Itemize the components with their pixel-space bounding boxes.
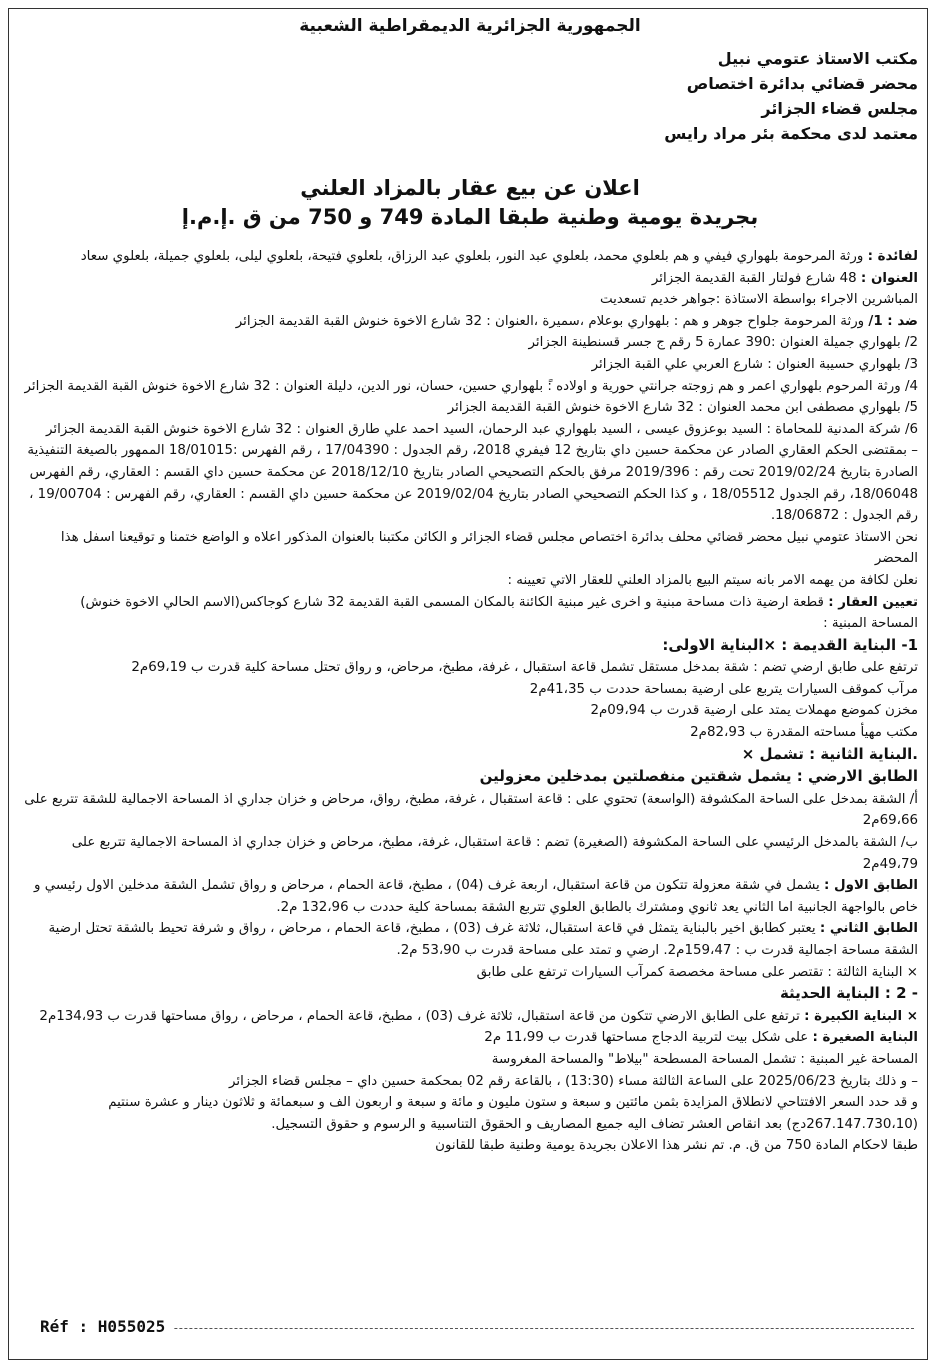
body-paragraph bbox=[22, 789, 918, 832]
paragraph-text: قطعة ارضية ذات مساحة مبنية و اخرى غير مبنية الكائنة بالمكان المسمى القبة القديمة 32 شارع كوجاكس(الاسم الحالي الاخوة خنوش) bbox=[80, 594, 829, 610]
paragraph-text: ترتفع على الطابق الارضي تتكون من قاعة استقبال، ثلاثة غرف (03) ، مطبخ، قاعة الحمام ، مرحاض ، رواق مساحتها قدرت ب 134،93م2 bbox=[39, 1008, 805, 1024]
paragraph-text: 2/ بلهواري جميلة العنوان :390 عمارة 5 رقم ج جسر قسنطينة الجزائر bbox=[528, 335, 918, 351]
body-paragraph bbox=[22, 962, 918, 984]
paragraph-text: 3/ بلهواري حسيبة العنوان : شارع العربي علي القبة الجزائر bbox=[591, 356, 918, 372]
paragraph-label: .البناية الثانية : تشمل × bbox=[741, 744, 918, 763]
title-line-1: اعلان عن بيع عقار بالمزاد العلني bbox=[300, 176, 640, 200]
body-paragraph bbox=[22, 1071, 918, 1093]
paragraph-label: لفائدة : bbox=[867, 249, 918, 264]
paragraph-label: الطابق الارضي : يشمل شقتين منفصلتين بمدخلين معزولين bbox=[479, 767, 918, 786]
paragraph-text: نعلن لكافة من يهمه الامر بانه سيتم البيع بالمزاد العلني للعقار الاتي تعيينه : bbox=[507, 572, 918, 588]
paragraph-text: على شكل بيت لتربية الدجاج مساحتها قدرت ب 11،99 م2 bbox=[484, 1030, 813, 1046]
office-block bbox=[22, 46, 918, 146]
paragraph-text: 5/ بلهواري مصطفى ابن محمد العنوان : 32 شارع الاخوة خنوش القبة القديمة الجزائر bbox=[447, 400, 918, 416]
notice-title bbox=[22, 174, 918, 232]
body-paragraph bbox=[22, 376, 918, 398]
body-paragraph bbox=[22, 268, 918, 290]
paragraph-text: ورثة المرحومة جلواح جوهر و هم : بلهواري بوعلام ،سميرة ،العنوان : 32 شارع الاخوة خنوش القبة القديمة الجزائر bbox=[235, 313, 869, 329]
body-paragraph bbox=[22, 354, 918, 376]
paragraph-text: ورثة المرحومة بلهواري فيفي و هم بلعلوي محمد، بلعلوي عبد النور، بلعلوي عبد الرزاق، بلعلوي فتيحة، بلعلوي ليلى، بلعلوي جميلة، بلعلوي سعاد bbox=[80, 249, 868, 264]
paragraph-text: ب/ الشقة بالمدخل الرئيسي على الساحة المكشوفة (الصغيرة) تضم : قاعة استقبال، غرفة، مطبخ، مرحاض و خزان جداري اذ المساحة الاجمالية تتربع على 49،79م2 bbox=[71, 835, 918, 872]
paragraph-text: – و ذلك بتاريخ 2025/06/23 على الساعة الثالثة مساء (13:30) ، بالقاعة رقم 02 بمحكمة حسين داي – مجلس قضاء الجزائر bbox=[228, 1073, 918, 1089]
paragraph-text: مكتب مهيأ مساحته المقدرة ب 82،93م2 bbox=[690, 725, 918, 741]
body-paragraph bbox=[22, 722, 918, 744]
republic-heading: الجمهورية الجزائرية الديمقراطية الشعبية bbox=[299, 16, 641, 36]
body-paragraph bbox=[22, 397, 918, 419]
body-paragraph bbox=[22, 1135, 918, 1157]
body-paragraph bbox=[22, 289, 918, 311]
paragraph-text: طبقا لاحكام المادة 750 من ق. م. تم نشر هذا الاعلان بجريدة يومية وطنية طبقا للقانون bbox=[435, 1138, 918, 1154]
body-paragraph bbox=[22, 246, 918, 268]
body-paragraph bbox=[22, 679, 918, 701]
notice-body bbox=[22, 246, 918, 1157]
paragraph-text: 48 شارع فولتار القبة القديمة الجزائر bbox=[651, 270, 861, 286]
body-paragraph bbox=[22, 744, 918, 767]
body-paragraph bbox=[22, 700, 918, 722]
office-line: معتمد لدى محكمة بئر مراد رايس bbox=[664, 124, 918, 143]
body-paragraph bbox=[22, 419, 918, 441]
paragraph-text: نحن الاستاذ عتومي نبيل محضر قضائي محلف بدائرة اختصاص مجلس قضاء الجزائر و الكائن مكتبنا بالعنوان المذكور اعلاه و الواضع ختمنا و توقيعنا اسفل هذا المحضر bbox=[60, 529, 918, 567]
paragraph-label: 1- البناية القديمة : ×البناية الاولى: bbox=[662, 635, 918, 654]
paragraph-label: ضد : 1/ bbox=[868, 313, 918, 329]
paragraph-text: ترتفع على طابق ارضي تضم : شقة بمدخل مستقل تشمل قاعة استقبال ، غرفة، مطبخ، مرحاض، و رواق تحتل مساحة كلية قدرت ب 69،19م2 bbox=[131, 660, 918, 676]
body-paragraph bbox=[22, 527, 918, 570]
body-paragraph bbox=[22, 311, 918, 333]
body-paragraph bbox=[22, 1027, 918, 1049]
paragraph-text: × البناية الثالثة : تقتصر على مساحة مخصصة كمرآب السيارات ترتفع على طابق bbox=[476, 964, 918, 980]
paragraph-label: تعيين العقار : bbox=[828, 594, 918, 610]
paragraph-label: الطابق الثاني : bbox=[819, 921, 918, 937]
paragraph-label: - 2 : البناية الحديثة bbox=[779, 984, 918, 1003]
body-paragraph bbox=[22, 875, 918, 918]
title-line-2: بجريدة يومية وطنية طبقا المادة 749 و 750 من ق .إ.م.إ bbox=[181, 205, 759, 229]
body-paragraph bbox=[22, 832, 918, 875]
paragraph-text: و قد حدد السعر الافتتاحي لانطلاق المزايدة بثمن مائتين و سبعة و ستون مليون و مائة و سبعة و اربعون الف و سبعمائة و ثلاثون دينار و عشرة سنتيم (267.147.730،10دج) بعد انقاص العشر تضاف اليه جميع المصاريف و الحقوق التناسبية و الرسوم و حقوق التسجيل. bbox=[108, 1095, 918, 1132]
body-paragraph bbox=[22, 613, 918, 635]
body-paragraph bbox=[22, 1092, 918, 1135]
paragraph-text: المساحة المبنية : bbox=[823, 616, 918, 632]
paragraph-text: يعتبر كطابق اخير بالبناية يتمثل في قاعة استقبال، ثلاثة غرف (03) ، مطبخ، قاعة الحمام ، مرحاض ، رواق و شرفة تحيط بالشقة تحتل ارضية الشقة مساحة اجمالية قدرت ب : 159،47م2. ارضي و تمتد على مساحة قدرت ب 53،90 م2. bbox=[48, 921, 918, 958]
paragraph-text: – بمقتضى الحكم العقاري الصادر عن محكمة حسين داي بتاريخ 12 فيفري 2018، رقم الجدول : 17/04390 ، رقم الفهرس :18/01015 الممهور بالصيغة التنفيذية الصادرة بتاريخ 2019/02/24 تحت رقم : 2019/396 مرفق بالحكم التصحيحي الصادر بتاريخ 2018/12/10 عن محكمة حسين داي القسم : العقاري، رقم الفهرس 18/06048، رقم الجدول 18/05512 ، و كذا الحكم التصحيحي الصادر بتاريخ 2019/02/04 عن محكمة حسين داي القسم : العقاري، رقم الفهرس : 19/00704 ، رقم الجدول : 18/06872. bbox=[27, 443, 918, 524]
paragraph-label: الطابق الاول : bbox=[824, 878, 918, 894]
paragraph-label: البناية الصغيرة : bbox=[812, 1030, 918, 1046]
body-paragraph bbox=[22, 635, 918, 658]
body-paragraph bbox=[22, 440, 918, 526]
paragraph-text: المباشرين الاجراء بواسطة الاستاذة :جواهر خديم تسعديت bbox=[599, 292, 918, 308]
paragraph-label: × البناية الكبيرة : bbox=[804, 1008, 918, 1024]
body-paragraph bbox=[22, 570, 918, 592]
paragraph-text: 4/ ورثة المرحوم بلهواري اعمر و هم زوجته جرانتي حورية و اولاده :ً بلهواري حسين، حسان، نور الدين، دليلة العنوان : 32 شارع الاخوة خنوش القبة القديمة الجزائر bbox=[24, 378, 918, 394]
body-paragraph bbox=[22, 1049, 918, 1071]
body-paragraph bbox=[22, 332, 918, 354]
reference-footer bbox=[14, 1317, 173, 1336]
office-line: مجلس قضاء الجزائر bbox=[761, 99, 918, 118]
body-paragraph bbox=[22, 1006, 918, 1028]
legal-notice bbox=[22, 14, 918, 1157]
paragraph-text: أ/ الشقة بمدخل على الساحة المكشوفة (الواسعة) تحتوي على : قاعة استقبال ، غرفة، مطبخ، رواق، مرحاض و خزان جداري اذ المساحة الاجمالية للشقة تتربع على 69،66م2 bbox=[24, 791, 918, 829]
paragraph-text: المساحة غير المبنية : تشمل المساحة المسطحة "بيلاط" والمساحة المغروسة bbox=[491, 1051, 918, 1067]
paragraph-text: 6/ شركة المدنية للمحاماة : السيد بوعزوق عيسى ، السيد بلهواري عبد الرحمان، السيد احمد علي طارق العنوان : 32 شارع الاخوة خنوش القبة القديمة الجزائر bbox=[45, 421, 918, 437]
office-line: مكتب الاستاذ عتومي نبيل bbox=[717, 49, 918, 68]
paragraph-text: مرآب كموقف السيارات يتربع على ارضية بمساحة حددت ب 41،35م2 bbox=[529, 681, 918, 697]
body-paragraph bbox=[22, 592, 918, 614]
paragraph-label: العنوان : bbox=[860, 270, 918, 286]
reference-number: Réf : H055025 bbox=[14, 1317, 173, 1336]
paragraph-text: يشمل في شقة معزولة تتكون من قاعة استقبال، اربعة غرف (04) ، مطبخ، قاعة الحمام ، مرحاض و رواق تشمل الشقة مدخلين الاول رئيسي و خاص بالواجهة الجانبية اما الثاني يعد ثانوي ومشترك بالطابق العلوي تتربع الشقة بمساحة كلية حددت ب 132،96 م2. bbox=[33, 878, 918, 915]
body-paragraph bbox=[22, 918, 918, 961]
body-paragraph bbox=[22, 657, 918, 679]
paragraph-text: مخزن كموضع مهملات يمتد على ارضية قدرت ب 09،94م2 bbox=[590, 703, 918, 719]
office-line: محضر قضائي بدائرة اختصاص bbox=[686, 74, 918, 93]
body-paragraph bbox=[22, 766, 918, 789]
body-paragraph bbox=[22, 983, 918, 1006]
